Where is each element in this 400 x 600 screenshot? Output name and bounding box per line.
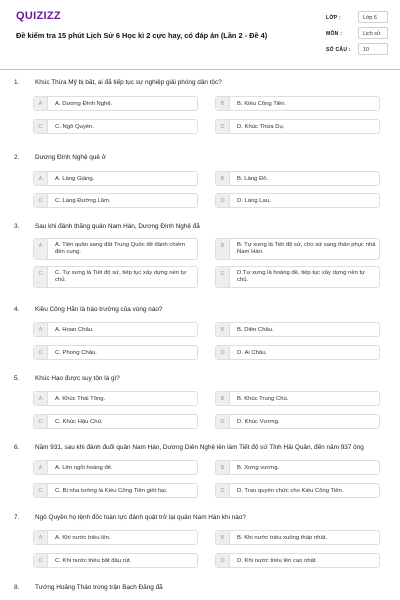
option-letter-badge: C (34, 554, 48, 567)
option-text: B. Khúc Trung Chủ. (237, 395, 289, 402)
option-letter-badge: B (216, 172, 230, 185)
option-text: C. Khúc Hậu Chủ. (55, 418, 103, 425)
answer-option-d[interactable] (215, 414, 380, 429)
option-letter-badge: A (34, 461, 48, 474)
meta-count-row (326, 42, 386, 58)
option-text: B. Diễn Châu. (237, 326, 274, 333)
answer-option-b[interactable] (215, 322, 380, 337)
answer-option-b[interactable] (215, 238, 380, 260)
answer-option-c[interactable] (33, 345, 198, 360)
question-item (0, 368, 400, 437)
option-letter-badge: D (216, 554, 230, 567)
option-text: A. Khi nước triều lên. (55, 534, 111, 541)
option-letter-badge: D (216, 194, 230, 207)
option-text: C. Phong Châu. (55, 349, 97, 356)
option-text: A. Hoan Châu. (55, 326, 94, 333)
option-letter-badge: A (34, 172, 48, 185)
question-item (0, 216, 400, 299)
question-number: 7. (14, 514, 20, 521)
question-item (0, 299, 400, 368)
worksheet-meta (326, 10, 386, 58)
option-letter-badge: C (34, 194, 48, 207)
option-text: B. Kiều Công Tiễn. (237, 100, 287, 107)
option-text: D. Làng Lau. (237, 197, 271, 204)
answer-option-a[interactable] (33, 460, 198, 475)
question-text: Kiều Công Hãn là hào trưởng của vùng nào? (35, 306, 163, 313)
option-letter-badge: A (34, 97, 48, 110)
option-letter-badge: D (216, 267, 230, 287)
meta-subject-label: MÔN : (326, 31, 343, 37)
question-text: Dương Đình Nghệ quê ở (35, 154, 106, 161)
option-text: C. Bị nha tướng là Kiều Công Tiễn giết hại. (55, 487, 168, 494)
option-letter-badge: C (34, 267, 48, 287)
option-text: A. Dương Đình Nghệ. (55, 100, 113, 107)
question-text: Năm 931, sau khi đánh đuổi quân Nam Hán, Dương Diên Nghệ lên làm Tiết độ sứ Tỉnh Hải Quân, đến năm 937 ông (35, 444, 364, 451)
answer-option-d[interactable] (215, 553, 380, 568)
answer-option-c[interactable] (33, 483, 198, 498)
page-title: Đề kiểm tra 15 phút Lịch Sử 6 Học kì 2 cực hay, có đáp án (Lần 2 - Đề 4) (16, 31, 268, 40)
question-list (0, 72, 400, 600)
option-letter-badge: D (216, 346, 230, 359)
option-text: B. Tự xưng là Tiết độ sứ, cho sứ sang thần phục nhà Nam Hán. (237, 241, 376, 255)
answer-option-c[interactable] (33, 553, 198, 568)
answer-option-c[interactable] (33, 266, 198, 288)
answer-option-b[interactable] (215, 171, 380, 186)
option-letter-badge: B (216, 97, 230, 110)
answer-option-a[interactable] (33, 530, 198, 545)
option-text: C. Làng Đường Lâm. (55, 197, 111, 204)
question-text: Tướng Hoằng Tháo trong trận Bạch Đằng đã (35, 584, 163, 591)
answer-option-b[interactable] (215, 391, 380, 406)
meta-count-value: 10 (358, 43, 388, 55)
answer-option-a[interactable] (33, 96, 198, 111)
answer-option-a[interactable] (33, 171, 198, 186)
option-letter-badge: B (216, 323, 230, 336)
meta-count-label: SỐ CÂU : (326, 47, 351, 53)
option-letter-badge: B (216, 531, 230, 544)
meta-class-row (326, 10, 386, 26)
option-text: D.Tự xưng là hoàng đế, tiếp tục xây dựng nền tự chủ. (237, 269, 366, 283)
option-text: A. Làng Giàng. (55, 175, 95, 182)
option-letter-badge: A (34, 531, 48, 544)
question-number: 2. (14, 154, 20, 161)
question-number: 6. (14, 444, 20, 451)
option-text: C. Khi nước triều bắt đầu rút. (55, 557, 132, 564)
option-text: C. Tự xưng là Tiết độ sứ, tiếp tục xây dựng nền tự chủ. (55, 269, 187, 283)
answer-option-d[interactable] (215, 483, 380, 498)
question-number: 4. (14, 306, 20, 313)
option-letter-badge: D (216, 484, 230, 497)
worksheet-header (0, 0, 400, 70)
option-text: C. Ngô Quyền. (55, 123, 94, 130)
question-number: 3. (14, 223, 20, 230)
option-letter-badge: D (216, 415, 230, 428)
option-letter-badge: C (34, 415, 48, 428)
option-text: B. Khi nước triều xuống thấp nhất. (237, 534, 328, 541)
question-item (0, 577, 400, 600)
option-letter-badge: D (216, 120, 230, 133)
answer-option-c[interactable] (33, 414, 198, 429)
answer-option-d[interactable] (215, 345, 380, 360)
question-item (0, 437, 400, 507)
option-text: D. Khúc Vương. (237, 418, 280, 425)
option-text: D. Ái Châu. (237, 349, 268, 356)
option-letter-badge: A (34, 323, 48, 336)
option-text: D. Trao quyền chức cho Kiều Công Tiễn. (237, 487, 344, 494)
option-text: B. Làng Đô. (237, 175, 269, 182)
answer-option-b[interactable] (215, 96, 380, 111)
option-letter-badge: A (34, 392, 48, 405)
option-text: A. Lên ngôi hoàng đế. (55, 464, 113, 471)
question-item (0, 72, 400, 147)
answer-option-a[interactable] (33, 391, 198, 406)
answer-option-d[interactable] (215, 266, 380, 288)
option-letter-badge: C (34, 484, 48, 497)
question-text: Sau khi đánh thắng quân Nam Hán, Dương Đình Nghệ đã (35, 223, 200, 230)
meta-class-value: Lớp 6 (358, 11, 388, 23)
meta-class-label: LỚP : (326, 15, 342, 21)
answer-option-d[interactable] (215, 193, 380, 208)
answer-option-c[interactable] (33, 119, 198, 134)
answer-option-c[interactable] (33, 193, 198, 208)
question-item (0, 507, 400, 577)
option-letter-badge: A (34, 239, 48, 259)
question-text: Ngô Quyền họ lệnh đốc toàn lực đánh quật trở lại quân Nam Hán khi nào? (35, 514, 246, 521)
answer-option-b[interactable] (215, 530, 380, 545)
option-letter-badge: B (216, 239, 230, 259)
option-text: A. Khúc Thái Tông. (55, 395, 106, 402)
option-letter-badge: B (216, 392, 230, 405)
question-number: 1. (14, 79, 20, 86)
answer-option-d[interactable] (215, 119, 380, 134)
option-text: D. Khi nước triều lên cao nhất. (237, 557, 318, 564)
meta-subject-row (326, 26, 386, 42)
answer-option-a[interactable] (33, 238, 198, 260)
question-item (0, 147, 400, 216)
option-text: B. Xưng vương. (237, 464, 280, 471)
option-text: A. Tiến quân sang đất Trung Quốc để đánh chiếm đền cung. (55, 241, 186, 255)
option-letter-badge: B (216, 461, 230, 474)
question-number: 8. (14, 584, 20, 591)
answer-option-a[interactable] (33, 322, 198, 337)
question-number: 5. (14, 375, 20, 382)
option-letter-badge: C (34, 346, 48, 359)
option-letter-badge: C (34, 120, 48, 133)
quizizz-logo: QUIZIZZ (16, 10, 61, 22)
meta-subject-value: Lịch sử (358, 27, 388, 39)
question-text: Khúc Hạo được suy tôn là gì? (35, 375, 120, 382)
answer-option-b[interactable] (215, 460, 380, 475)
question-text: Khúc Thừa Mỹ bị bắt, ai đã tiếp tục sự nghiệp giải phóng dân tộc? (35, 79, 222, 86)
option-text: D. Khúc Thừa Dụ. (237, 123, 285, 130)
